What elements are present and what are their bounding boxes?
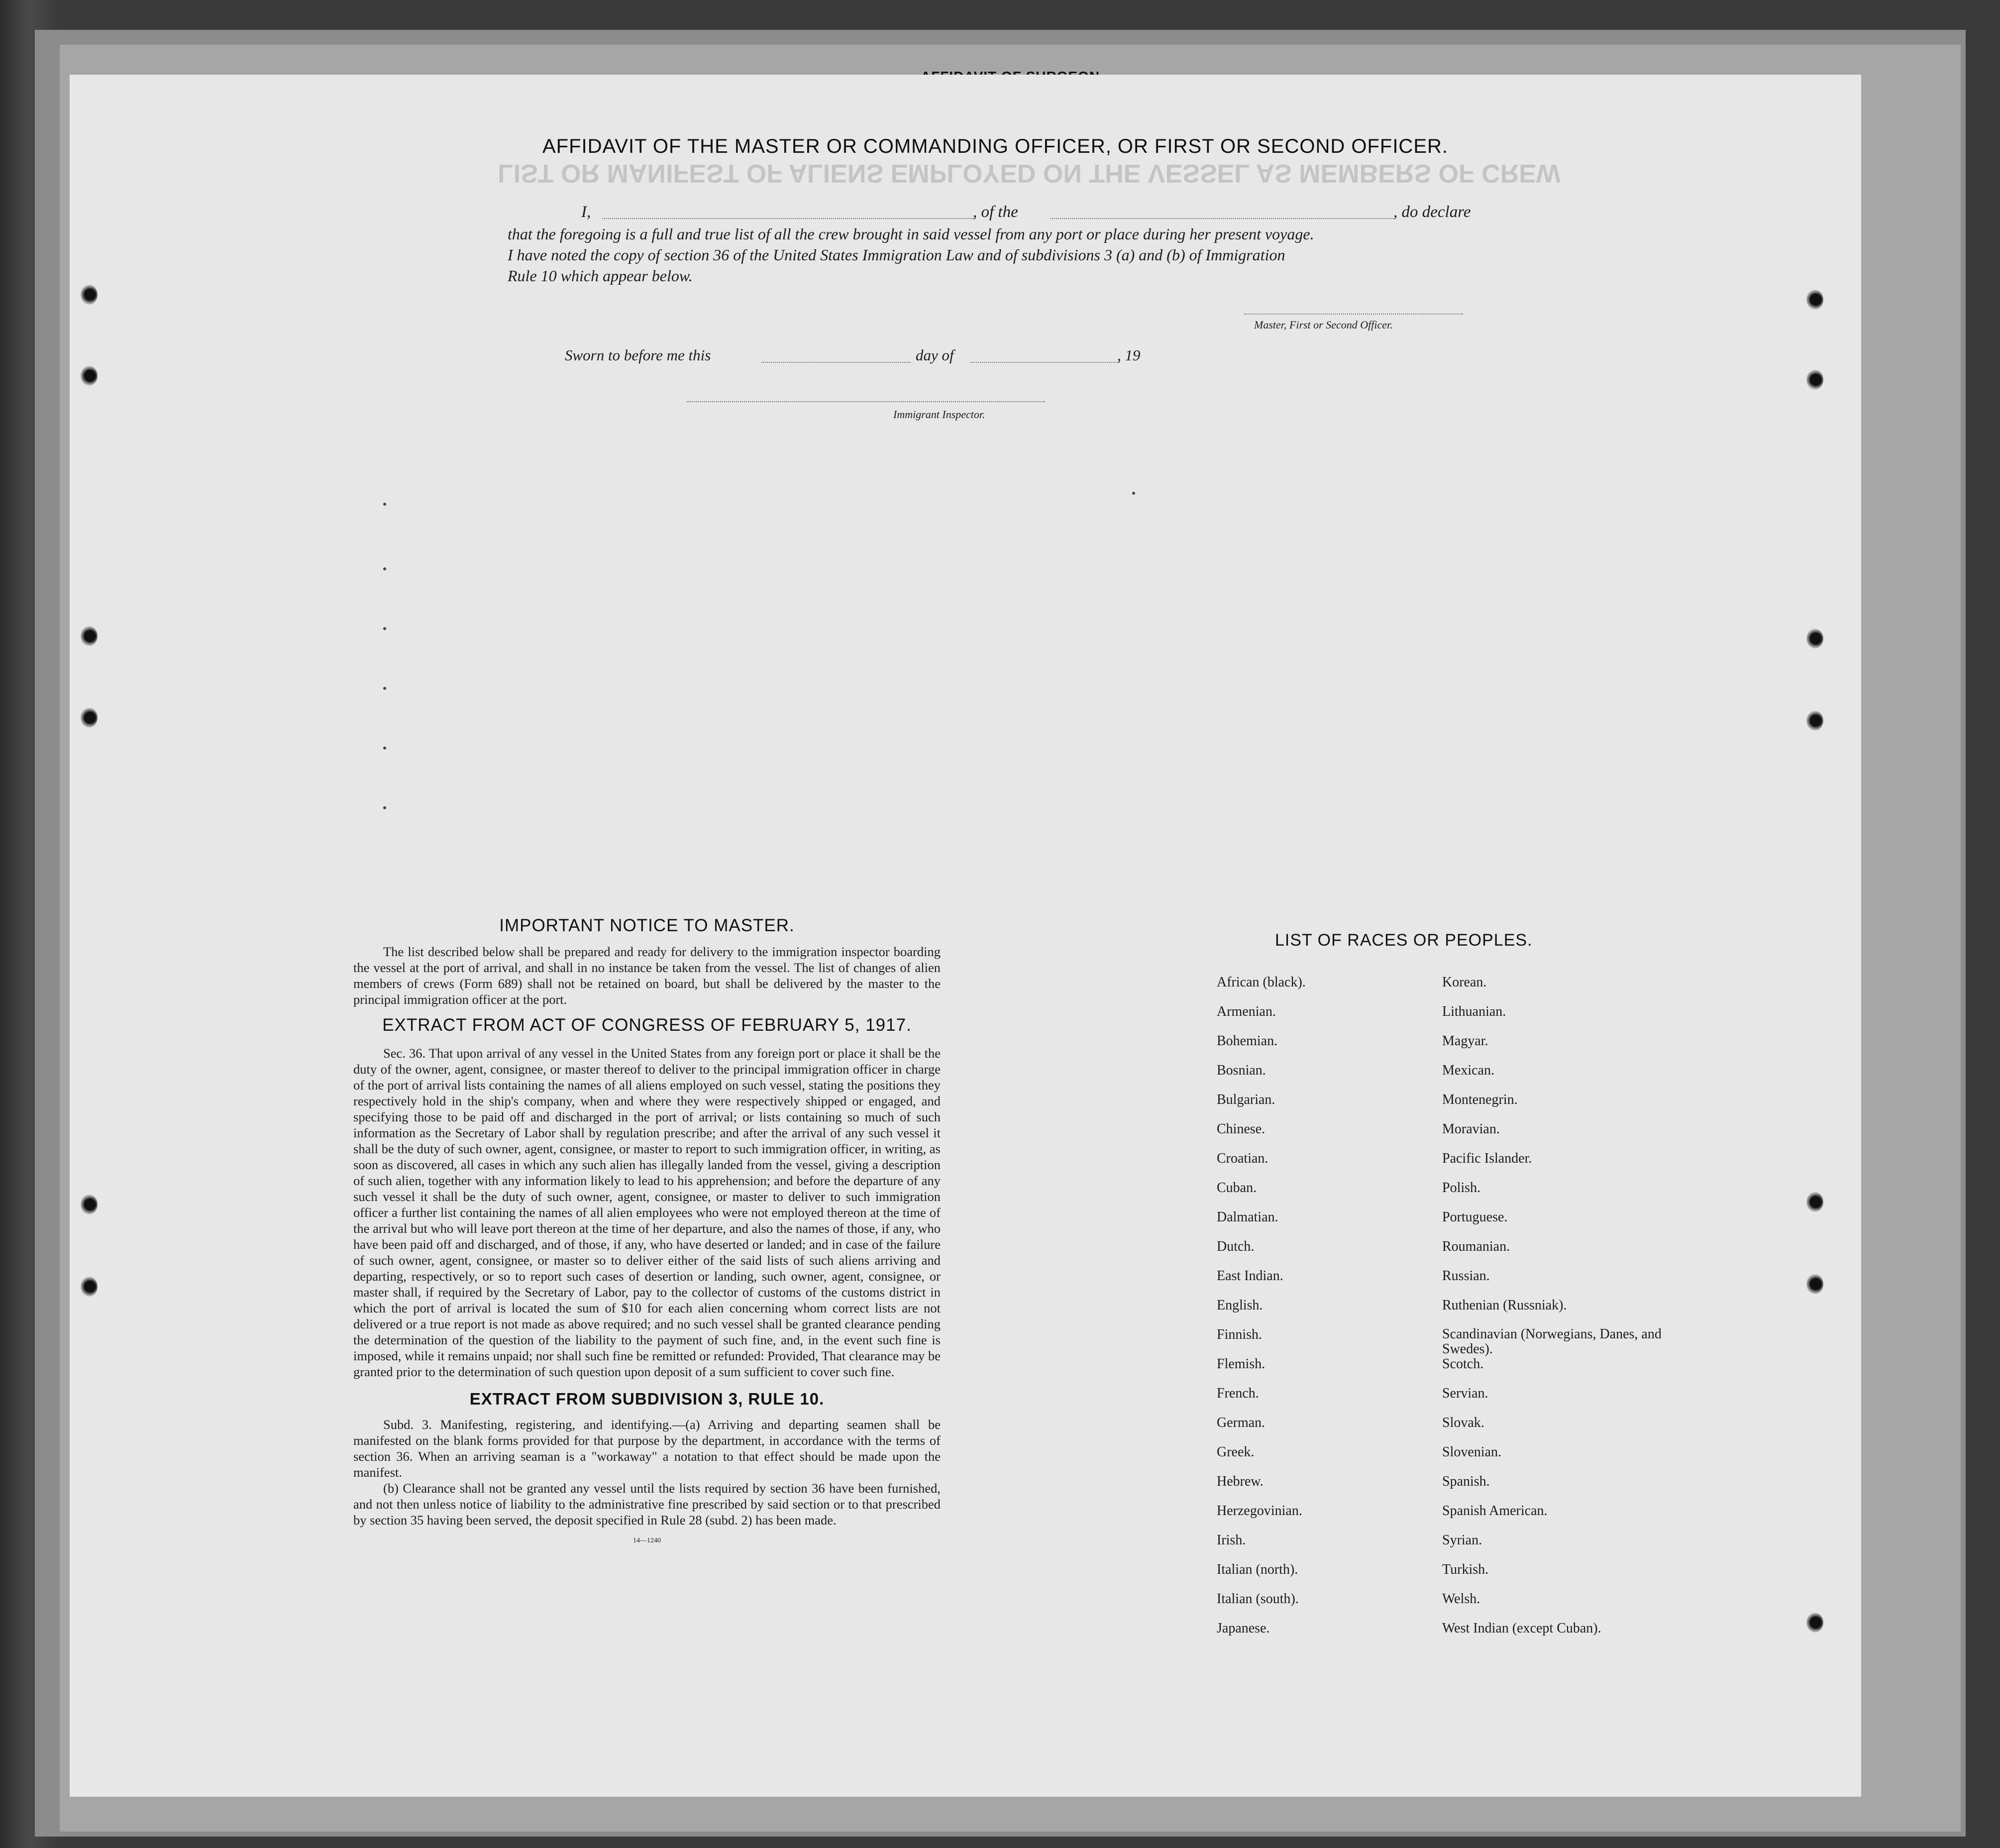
punch-hole	[81, 708, 98, 728]
race-item: Hebrew.	[1217, 1474, 1263, 1489]
race-item: Bosnian.	[1217, 1063, 1266, 1078]
race-item: Turkish.	[1442, 1562, 1489, 1577]
race-item: Welsh.	[1442, 1591, 1480, 1607]
affidavit-line-3: I have noted the copy of section 36 of the United States Immigration Law and of subdivisions 3 (a) and (b) of Immigration	[508, 246, 1285, 264]
race-item: Herzegovinian.	[1217, 1503, 1302, 1519]
race-item: Greek.	[1217, 1444, 1255, 1460]
punch-hole	[1806, 1613, 1823, 1632]
race-item: Cuban.	[1217, 1180, 1257, 1196]
race-item: East Indian.	[1217, 1268, 1283, 1284]
inspector-label: Immigrant Inspector.	[893, 408, 985, 421]
vessel-blank	[1050, 218, 1393, 219]
race-item: Syrian.	[1442, 1532, 1482, 1548]
sworn-month-blank	[970, 362, 1120, 363]
race-item: Dutch.	[1217, 1239, 1255, 1254]
year-label: , 19	[1117, 346, 1141, 364]
race-item: Finnish.	[1217, 1327, 1263, 1342]
race-item: Scandinavian (Norwegians, Danes, and Swedes).	[1442, 1326, 1662, 1357]
race-item: German.	[1217, 1415, 1265, 1430]
race-item: Spanish.	[1442, 1474, 1490, 1489]
race-item: Montenegrin.	[1442, 1092, 1518, 1107]
race-item: Dalmatian.	[1217, 1209, 1278, 1225]
race-item: Croatian.	[1217, 1151, 1268, 1166]
punch-hole	[81, 1195, 98, 1214]
race-item: Russian.	[1442, 1268, 1490, 1284]
extract-act-body: Sec. 36. That upon arrival of any vessel in the United States from any foreign port or place it shall be the duty of the owner, agent, consignee, or master thereof to deliver to the principal immigration officer in charge of the port of arrival lists containing the names of all aliens employed on such vessel, stating the positions they respectively hold in the ship's company, when and where they were respectively shipped or engaged, and specifying those to be paid off and discharged in the port of arrival; or lists containing so much of such information as the Secretary of Labor shall by regulation prescribe; and after the arrival of any such vessel it shall be the duty of such owner, agent, consignee, or master to report to such immigration officer, in writing, as soon as discovered, all cases in which any such alien has illegally landed from the vessel, giving a description of such alien, together with any information likely to lead to his apprehension; and before the departure of any such vessel it shall be the duty of such owner, agent, consignee, or master to deliver to such immigration officer a further list containing the names of all alien employees who were not employed thereon at the time of the arrival but who will leave port thereon at the time of her departure, and also the names of those, if any, who have been paid off and discharged, and of those, if any, who have deserted or landed; and in case of the failure of such owner, agent, consignee, or master so to deliver either of the said lists of such aliens arriving and departing, respectively, or so to report such cases of desertion or landing, such owner, agent, consignee, or master shall, if required by the Secretary of Labor, pay to the collector of customs of the customs district in which the port of arrival is located the sum of $10 for each alien concerning whom correct lists are not delivered or a true report is not made as above required; and no such vessel shall be granted clearance pending the determination of the question of the liability to the payment of such fine, and, in the event such fine is imposed, while it remains unpaid; nor shall such fine be remitted or refunded: Provided, That clearance may be granted prior to the determination of such question upon deposit of a sum sufficient to cover such fine.	[353, 1046, 941, 1379]
race-item: Italian (south).	[1217, 1591, 1299, 1607]
race-item: Flemish.	[1217, 1356, 1265, 1372]
extract-rule-para-a: Subd. 3. Manifesting, registering, and identifying.—(a) Arriving and departing seamen shall be manifested on the blank forms provided for that purpose by the department, in accordance with the terms of section 36. When an arriving seaman is a "workaway" a notation to that effect should be made upon the manifest.	[353, 1417, 941, 1480]
punch-hole	[1806, 629, 1823, 649]
affidavit-i-label: I,	[581, 203, 591, 221]
punch-hole	[81, 1277, 98, 1297]
race-item: Armenian.	[1217, 1004, 1276, 1019]
race-item: Polish.	[1442, 1180, 1481, 1196]
race-item: Chinese.	[1217, 1121, 1265, 1137]
dot-mark	[383, 627, 386, 630]
sworn-label: Sworn to before me this	[565, 346, 711, 364]
extract-act-title: EXTRACT FROM ACT OF CONGRESS OF FEBRUARY 5, 1917.	[382, 1015, 912, 1035]
race-item: Slovenian.	[1442, 1444, 1501, 1460]
signature-blank	[1244, 314, 1463, 315]
punch-hole	[81, 626, 98, 646]
name-blank	[602, 218, 975, 219]
signature-label: Master, First or Second Officer.	[1254, 319, 1393, 331]
dot-mark	[383, 806, 386, 809]
punch-hole	[81, 285, 98, 305]
notice-title: IMPORTANT NOTICE TO MASTER.	[499, 916, 795, 935]
races-title: LIST OF RACES OR PEOPLES.	[1275, 931, 1533, 950]
dot-mark	[383, 687, 386, 690]
notice-column	[353, 916, 941, 1545]
punch-hole	[1806, 711, 1823, 731]
race-item: Bulgarian.	[1217, 1092, 1275, 1107]
document-page	[70, 75, 1861, 1797]
extract-rule-para-b: (b) Clearance shall not be granted any vessel until the lists required by section 36 have been furnished, and not then unless notice of liability to the administrative fine prescribed by said section or to that prescribed by section 35 having been served, the deposit specified in Rule 28 (subd. 2) has been made.	[353, 1481, 941, 1527]
race-item: Korean.	[1442, 975, 1487, 990]
race-item: Lithuanian.	[1442, 1004, 1506, 1019]
punch-hole	[1806, 1192, 1823, 1212]
race-item: Japanese.	[1217, 1621, 1270, 1636]
race-item: Bohemian.	[1217, 1033, 1278, 1049]
race-item: African (black).	[1217, 975, 1306, 990]
affidavit-line-4: Rule 10 which appear below.	[508, 267, 693, 285]
dot-mark	[383, 503, 386, 506]
race-item: Moravian.	[1442, 1121, 1500, 1137]
race-item: Spanish American.	[1442, 1503, 1548, 1519]
race-item: Italian (north).	[1217, 1562, 1298, 1577]
punch-hole	[1806, 290, 1823, 310]
form-number: 14—1240	[633, 1537, 661, 1544]
day-of-label: day of	[916, 346, 954, 364]
race-item: Roumanian.	[1442, 1239, 1510, 1254]
punch-hole	[1806, 1274, 1823, 1294]
race-item: West Indian (except Cuban).	[1442, 1621, 1601, 1636]
race-item: Mexican.	[1442, 1063, 1494, 1078]
punch-hole	[1806, 370, 1823, 390]
race-item: Slovak.	[1442, 1415, 1484, 1430]
bleed-through-header: LIST OR MANIFEST OF ALIENS EMPLOYED ON THE VESSEL AS MEMBERS OF CREW	[498, 159, 1561, 188]
race-item: Scotch.	[1442, 1356, 1484, 1372]
extract-rule-title: EXTRACT FROM SUBDIVISION 3, RULE 10.	[469, 1390, 825, 1408]
dot-mark	[383, 567, 386, 570]
sworn-day-blank	[761, 362, 911, 363]
race-item: Pacific Islander.	[1442, 1151, 1532, 1166]
inspector-signature-blank	[687, 401, 1045, 402]
affidavit-title: AFFIDAVIT OF THE MASTER OR COMMANDING OFFICER, OR FIRST OR SECOND OFFICER.	[542, 135, 1448, 157]
dot-mark	[1132, 492, 1135, 495]
race-item: Irish.	[1217, 1532, 1246, 1548]
race-item: Servian.	[1442, 1386, 1488, 1401]
dot-mark	[383, 747, 386, 750]
race-item: English.	[1217, 1298, 1263, 1313]
race-item: French.	[1217, 1386, 1259, 1401]
affidavit-line-2: that the foregoing is a full and true list of all the crew brought in said vessel from any port or place during her present voyage.	[508, 225, 1314, 243]
punch-hole	[81, 366, 98, 386]
race-item: Magyar.	[1442, 1033, 1488, 1049]
notice-body: The list described below shall be prepared and ready for delivery to the immigration inspector boarding the vessel at the port of arrival, and shall in no instance be taken from the vessel. The list of changes of alien members of crews (Form 689) shall not be retained on board, but shall be delivered by the master to the principal immigration officer at the port.	[353, 944, 941, 1007]
affidavit-of-the-label: , of the	[973, 203, 1018, 221]
race-item: Ruthenian (Russniak).	[1442, 1298, 1567, 1313]
race-item: Portuguese.	[1442, 1209, 1508, 1225]
affidavit-declare-label: , do declare	[1393, 203, 1471, 221]
